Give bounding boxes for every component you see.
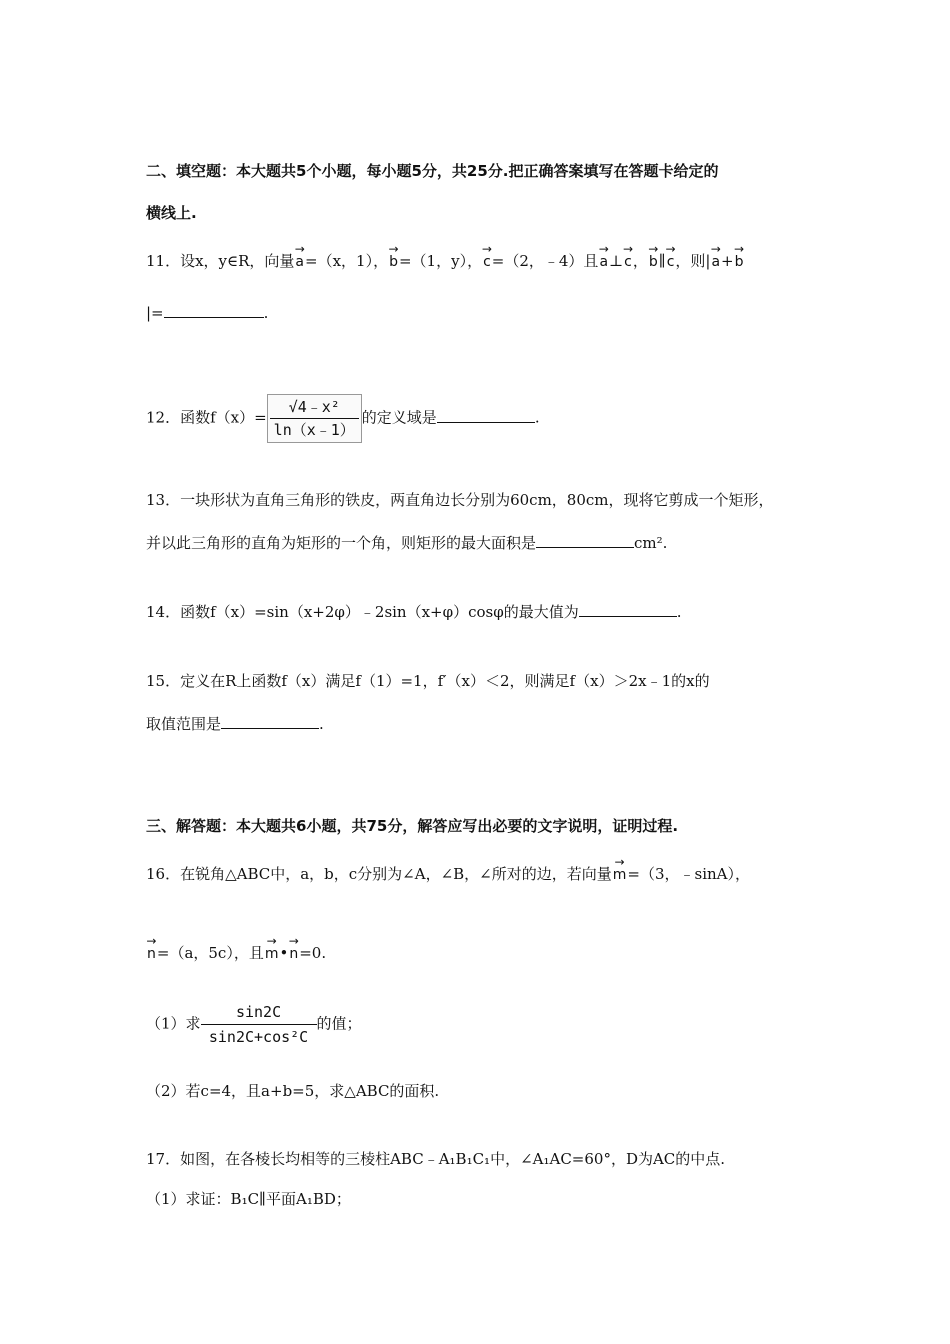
question-13-line2: 并以此三角形的直角为矩形的一个角，则矩形的最大面积是 cm². <box>146 534 668 552</box>
fraction-16: $\frac{\sin 2C}{\text{sin2C+cos²C}}$ <box>201 1000 317 1049</box>
vector-b: → b <box>734 242 745 270</box>
question-16-part2: （2）若c=4，且a+b=5，求△ABC的面积. <box>146 1082 440 1100</box>
question-16-part1: （1）求 $\frac{\sin 2C}{\text{sin2C+cos²C}}$ 的值； <box>146 1000 362 1049</box>
section2-heading-line1: 二、填空题：本大题共5个小题，每小题5分，共25分.把正确答案填写在答题卡给定的 <box>146 162 719 180</box>
question-11: 11．设x，y∈R，向量 → a=（x，1）， → b=（1，y）， → c=（2，﹣4）且 → a⊥ → c， → b∥ → c，则| → a+ → b <box>146 250 745 273</box>
answer-blank-12[interactable] <box>437 408 535 423</box>
vector-a: → a <box>710 242 721 270</box>
answer-blank-13[interactable] <box>536 533 634 548</box>
question-13-line1: 13．一块形状为直角三角形的铁皮，两直角边长分别为60cm，80cm，现将它剪成一个矩形， <box>146 491 774 509</box>
question-17-part1: （1）求证：B₁C∥平面A₁BD； <box>146 1190 351 1208</box>
question-17-line1: 17．如图，在各棱长均相等的三棱柱ABC﹣A₁B₁C₁中，∠A₁AC=60°，D为AC的中点. <box>146 1150 726 1168</box>
formula-image-12: $\frac{\text{√4﹣x²}}{\ln(x﹣1)}$ <box>267 394 362 443</box>
vector-a: → a <box>598 242 609 270</box>
vector-b: → b <box>388 242 399 270</box>
question-15-line2: 取值范围是 . <box>146 715 324 733</box>
vector-m: → m <box>612 855 627 883</box>
vector-c: → c <box>665 242 676 270</box>
answer-blank-11[interactable] <box>164 303 264 318</box>
answer-blank-14[interactable] <box>579 602 677 617</box>
question-14: 14．函数f（x）=sin（x+2φ）﹣2sin（x+φ）cosφ的最大值为 . <box>146 603 682 621</box>
question-11-line2: |= . <box>146 304 269 322</box>
question-16-line2: → n=（a，5c），且 → m• → n=0. <box>146 942 326 965</box>
section3-heading: 三、解答题：本大题共6小题，共75分，解答应写出必要的文字说明，证明过程. <box>146 817 679 835</box>
answer-blank-15[interactable] <box>221 714 319 729</box>
vector-b: → b <box>648 242 659 270</box>
vector-n: → n <box>288 934 299 962</box>
question-16-line1: 16．在锐角△ABC中，a，b，c分别为∠A，∠B，∠所对的边，若向量 → m=（3，﹣sinA）， <box>146 863 750 886</box>
vector-a: → a <box>294 242 305 270</box>
vector-m: → m <box>264 934 279 962</box>
vector-c: → c <box>481 242 492 270</box>
vector-c: → c <box>622 242 634 270</box>
section2-heading-line2: 横线上. <box>146 204 197 222</box>
question-12: 12．函数f（x）= $\frac{\text{√4﹣x²}}{\ln(x﹣1)}$ 的定义域是 . <box>146 394 540 443</box>
vector-n: → n <box>146 934 157 962</box>
question-15-line1: 15．定义在R上函数f（x）满足f（1）=1，f′（x）＜2，则满足f（x）＞2x﹣1的x的 <box>146 672 710 690</box>
